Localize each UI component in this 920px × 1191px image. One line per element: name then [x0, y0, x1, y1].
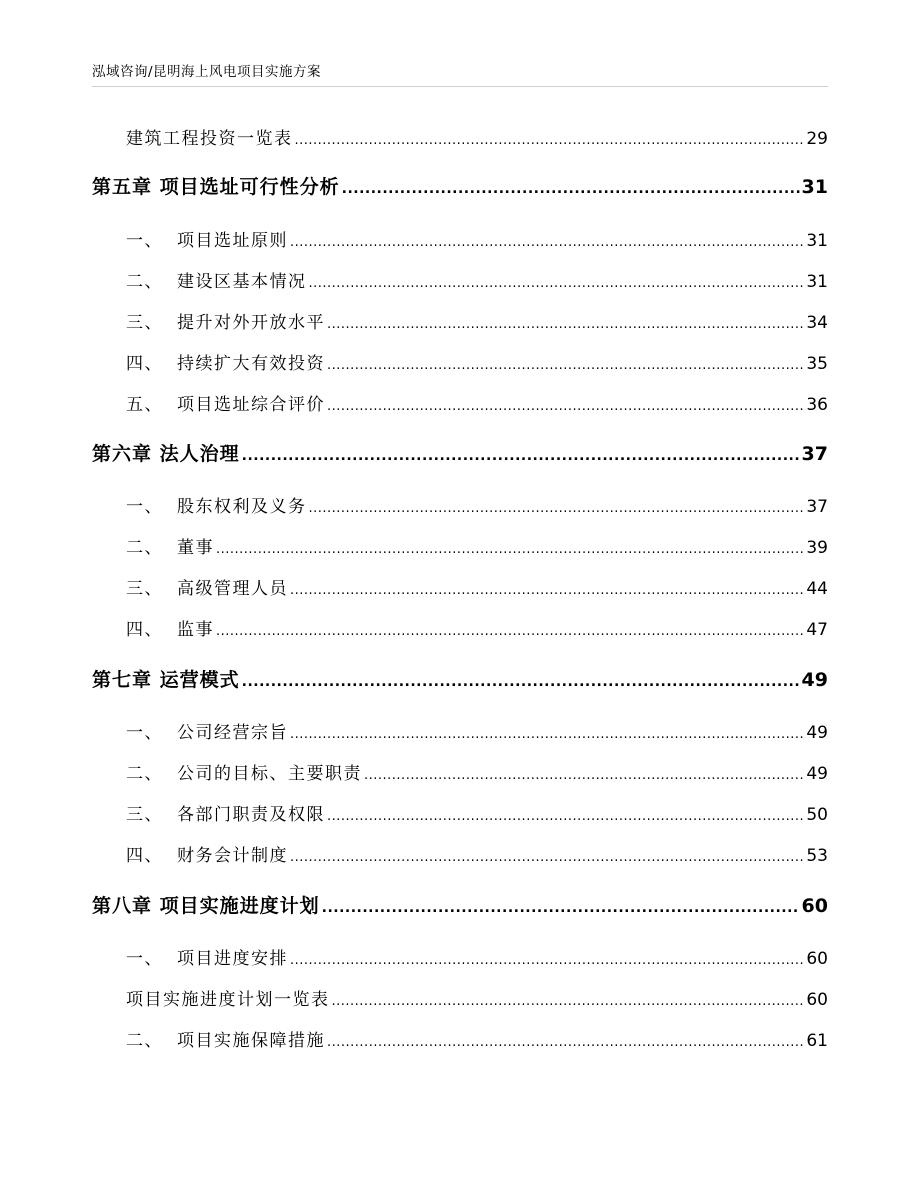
dot-leader — [290, 583, 804, 598]
toc-title: 监事 — [177, 620, 214, 640]
toc-entry-row[interactable] — [126, 985, 828, 1010]
dot-leader — [242, 448, 800, 464]
toc-page-number: 35 — [806, 354, 828, 374]
toc-page-number: 53 — [806, 846, 828, 866]
toc-chapter-row[interactable] — [92, 665, 828, 692]
toc-number: 四、 — [126, 354, 163, 374]
toc-label — [126, 533, 214, 558]
toc-entry-row[interactable] — [126, 1026, 828, 1051]
toc-title: 持续扩大有效投资 — [177, 354, 325, 374]
dot-leader — [332, 994, 805, 1009]
toc-page-number: 49 — [806, 723, 828, 743]
toc-entry-row[interactable] — [126, 267, 828, 292]
toc-entry-row[interactable] — [126, 574, 828, 599]
toc-number: 二、 — [126, 538, 163, 558]
dot-leader — [342, 181, 800, 197]
toc-number: 三、 — [126, 313, 163, 333]
toc-label — [126, 759, 362, 784]
toc-entry-row[interactable] — [126, 533, 828, 558]
dot-leader — [327, 358, 804, 373]
dot-leader — [322, 900, 800, 916]
toc-label — [126, 841, 288, 866]
toc-page-number: 31 — [806, 231, 828, 251]
toc-page-number: 37 — [806, 497, 828, 517]
toc-page-number: 36 — [806, 395, 828, 415]
toc-page-number: 47 — [806, 620, 828, 640]
toc-page-number: 31 — [806, 272, 828, 292]
toc-page-number: 60 — [801, 895, 828, 917]
toc-entry-row[interactable] — [126, 841, 828, 866]
toc-label — [126, 574, 288, 599]
toc-number: 二、 — [126, 764, 163, 784]
toc-page-number: 61 — [806, 1031, 828, 1051]
toc-label — [92, 439, 240, 466]
toc-number: 一、 — [126, 231, 163, 251]
toc-label — [126, 944, 288, 969]
toc-title: 建设区基本情况 — [177, 272, 307, 292]
toc-chapter-row[interactable] — [92, 891, 828, 918]
toc-title: 项目实施保障措施 — [177, 1031, 325, 1051]
toc-number: 一、 — [126, 723, 163, 743]
toc-title: 高级管理人员 — [177, 579, 288, 599]
toc-title: 项目进度安排 — [177, 949, 288, 969]
dot-leader — [309, 501, 805, 516]
toc-entry-row[interactable] — [126, 492, 828, 517]
toc-label — [92, 891, 320, 918]
header-divider — [92, 86, 828, 87]
dot-leader — [309, 276, 805, 291]
toc-label — [126, 985, 330, 1010]
dot-leader — [290, 235, 804, 250]
toc-entry-row[interactable] — [126, 800, 828, 825]
toc-label — [126, 390, 325, 415]
toc-entry-row[interactable] — [126, 759, 828, 784]
toc-number: 三、 — [126, 579, 163, 599]
toc-number: 三、 — [126, 805, 163, 825]
toc-number: 四、 — [126, 846, 163, 866]
dot-leader — [327, 809, 804, 824]
toc-label — [126, 308, 325, 333]
toc-title: 提升对外开放水平 — [177, 313, 325, 333]
toc-label — [126, 718, 288, 743]
dot-leader — [295, 133, 805, 148]
toc-number: 四、 — [126, 620, 163, 640]
toc-label — [92, 665, 240, 692]
toc-label — [126, 124, 293, 149]
dot-leader — [364, 768, 804, 783]
dot-leader — [290, 850, 804, 865]
toc-label — [126, 1026, 325, 1051]
dot-leader — [290, 953, 804, 968]
toc-title: 公司经营宗旨 — [177, 723, 288, 743]
toc-chapter-row[interactable] — [92, 172, 828, 199]
toc-number: 一、 — [126, 497, 163, 517]
toc-title: 第八章 项目实施进度计划 — [92, 895, 320, 917]
toc-page-number: 37 — [801, 443, 828, 465]
toc-page-number: 29 — [806, 129, 828, 149]
toc-label — [126, 800, 325, 825]
toc-page-number: 34 — [806, 313, 828, 333]
toc-label — [126, 615, 214, 640]
toc-title: 项目选址综合评价 — [177, 395, 325, 415]
dot-leader — [216, 542, 804, 557]
dot-leader — [327, 317, 804, 332]
toc-entry-row[interactable] — [126, 308, 828, 333]
toc-entry-row[interactable] — [126, 226, 828, 251]
toc-title: 项目实施进度计划一览表 — [126, 990, 330, 1010]
toc-entry-row[interactable] — [126, 944, 828, 969]
toc-label — [126, 349, 325, 374]
toc-label — [126, 226, 288, 251]
toc-title: 董事 — [177, 538, 214, 558]
toc-page-number: 49 — [806, 764, 828, 784]
toc-label — [126, 492, 307, 517]
toc-title: 建筑工程投资一览表 — [126, 129, 293, 149]
toc-title: 第六章 法人治理 — [92, 443, 240, 465]
toc-page-number: 39 — [806, 538, 828, 558]
toc-label — [126, 267, 307, 292]
toc-number: 二、 — [126, 1031, 163, 1051]
toc-title: 第五章 项目选址可行性分析 — [92, 176, 340, 198]
toc-entry-row[interactable] — [126, 349, 828, 374]
toc-page-number: 44 — [806, 579, 828, 599]
toc-page-number: 49 — [801, 669, 828, 691]
toc-page-number: 31 — [801, 176, 828, 198]
toc-title: 项目选址原则 — [177, 231, 288, 251]
toc-number: 一、 — [126, 949, 163, 969]
toc-title: 各部门职责及权限 — [177, 805, 325, 825]
toc-page-number: 60 — [806, 949, 828, 969]
toc-title: 股东权利及义务 — [177, 497, 307, 517]
toc-entry-row[interactable] — [126, 124, 828, 149]
toc-title: 财务会计制度 — [177, 846, 288, 866]
dot-leader — [327, 1035, 804, 1050]
toc-page-number: 50 — [806, 805, 828, 825]
toc-entry-row[interactable] — [126, 615, 828, 640]
toc-label — [92, 172, 340, 199]
toc-entry-row[interactable] — [126, 390, 828, 415]
running-header: 泓域咨询/昆明海上风电项目实施方案 — [92, 64, 322, 80]
toc-number: 二、 — [126, 272, 163, 292]
toc-page-number: 60 — [806, 990, 828, 1010]
toc-title: 第七章 运营模式 — [92, 669, 240, 691]
toc-entry-row[interactable] — [126, 718, 828, 743]
toc-chapter-row[interactable] — [92, 439, 828, 466]
dot-leader — [242, 674, 800, 690]
dot-leader — [216, 624, 804, 639]
dot-leader — [290, 727, 804, 742]
dot-leader — [327, 399, 804, 414]
toc-title: 公司的目标、主要职责 — [177, 764, 362, 784]
toc-number: 五、 — [126, 395, 163, 415]
